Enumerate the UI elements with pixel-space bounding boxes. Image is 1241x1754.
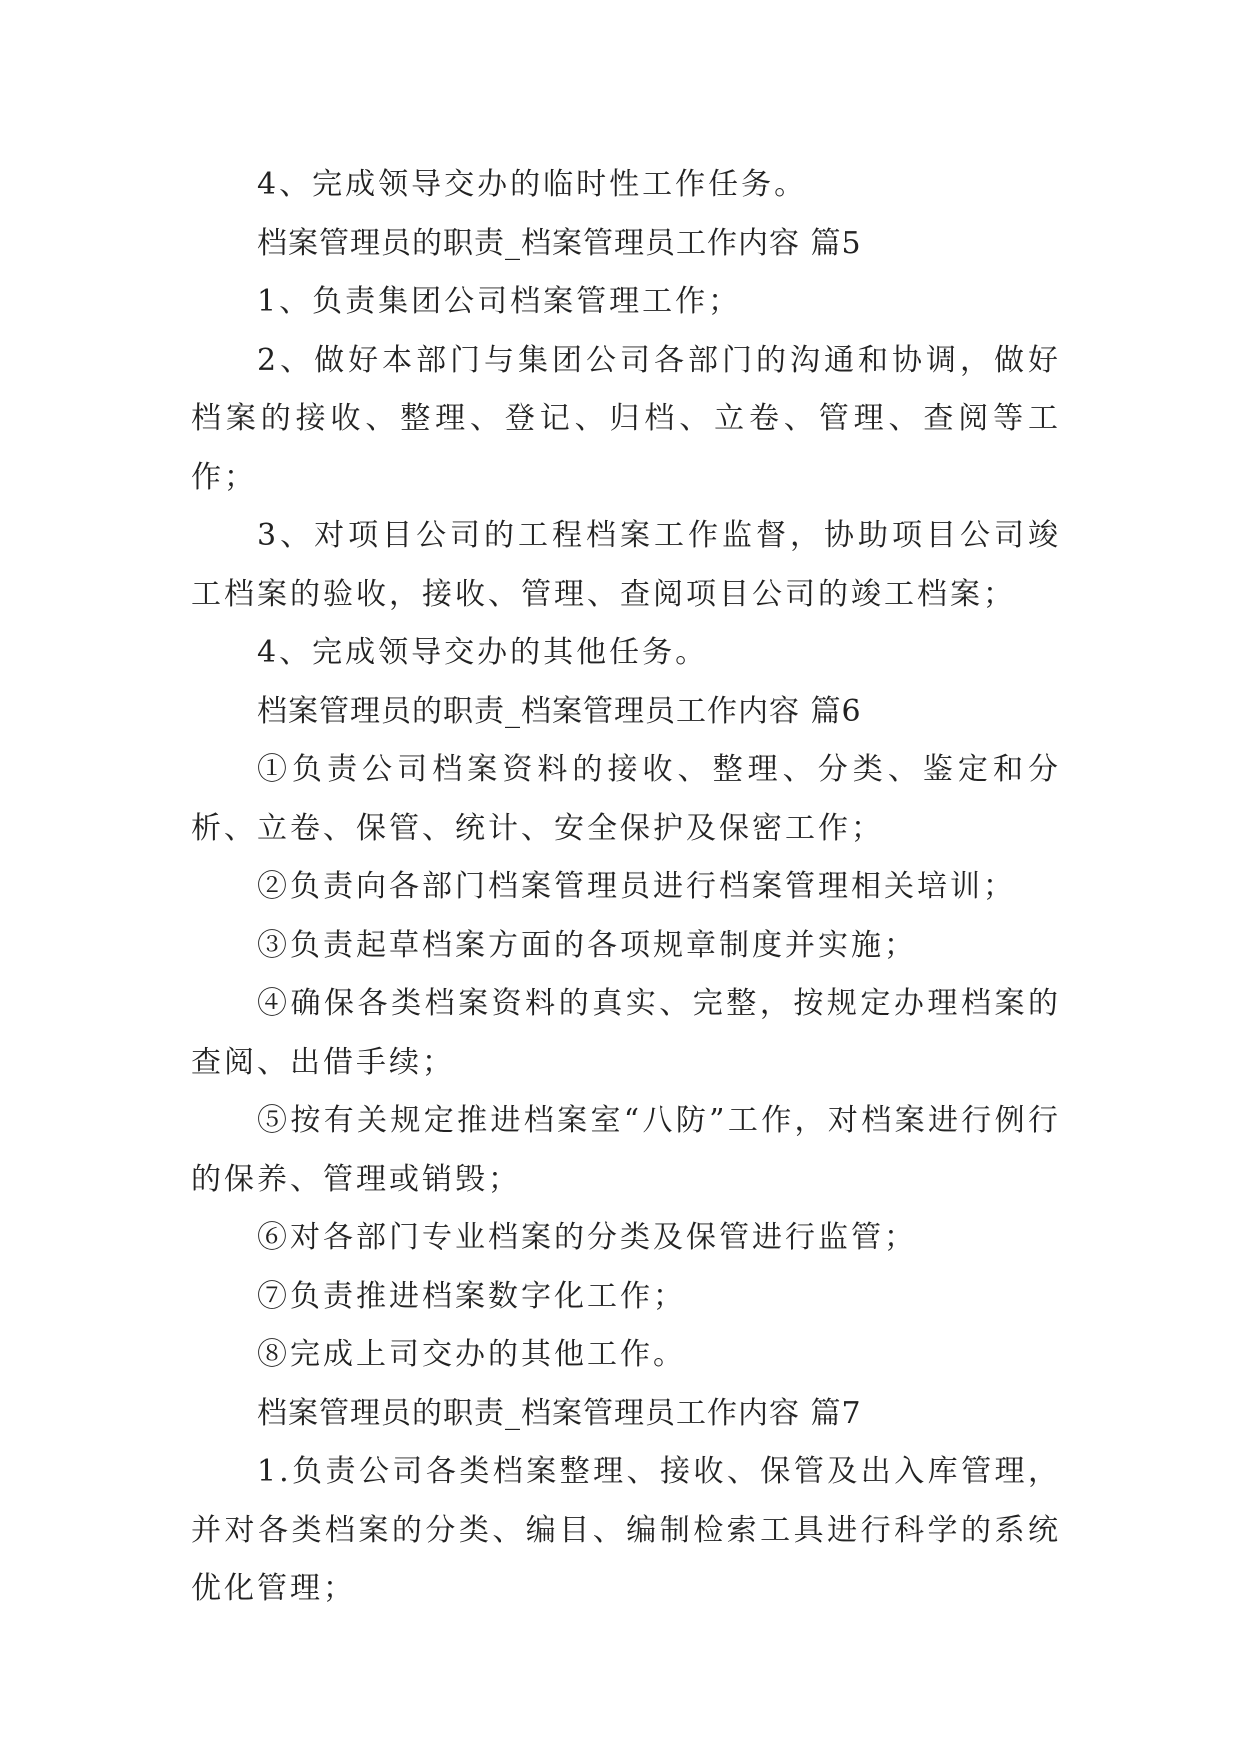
paragraph: 4、完成领导交办的其他任务。 — [257, 635, 709, 670]
paragraph: 3、对项目公司的工程档案工作监督，协助项目公司竣工档案的验收，接收、管理、查阅项目公司的竣工档案； — [191, 518, 1061, 612]
section-heading: 档案管理员的职责_档案管理员工作内容 篇7 — [257, 1395, 862, 1431]
paragraph: 4、完成领导交办的临时性工作任务。 — [257, 167, 808, 202]
paragraph: ⑦负责推进档案数字化工作； — [257, 1278, 686, 1314]
section-heading: 档案管理员的职责_档案管理员工作内容 篇6 — [257, 693, 862, 729]
section-heading: 档案管理员的职责_档案管理员工作内容 篇5 — [257, 225, 862, 261]
paragraph: ②负责向各部门档案管理员进行档案管理相关培训； — [257, 869, 1016, 904]
paragraph: ⑤按有关规定推进档案室“八防”工作，对档案进行例行的保养、管理或销毁； — [191, 1103, 1061, 1197]
document-body — [191, 156, 1061, 1619]
paragraph: 1.负责公司各类档案整理、接收、保管及出入库管理，并对各类档案的分类、编目、编制检索工具进行科学的系统优化管理； — [191, 1454, 1061, 1606]
paragraph: ③负责起草档案方面的各项规章制度并实施； — [257, 927, 917, 963]
paragraph: 2、做好本部门与集团公司各部门的沟通和协调，做好档案的接收、整理、登记、归档、立卷、管理、查阅等工作； — [191, 342, 1061, 495]
paragraph: ④确保各类档案资料的真实、完整，按规定办理档案的查阅、出借手续； — [191, 986, 1061, 1080]
paragraph: ⑧完成上司交办的其他工作。 — [257, 1337, 686, 1372]
paragraph: ⑥对各部门专业档案的分类及保管进行监管； — [257, 1220, 917, 1255]
paragraph: 1、负责集团公司档案管理工作； — [257, 284, 742, 319]
paragraph: ①负责公司档案资料的接收、整理、分类、鉴定和分析、立卷、保管、统计、安全保护及保密工作； — [191, 752, 1061, 846]
